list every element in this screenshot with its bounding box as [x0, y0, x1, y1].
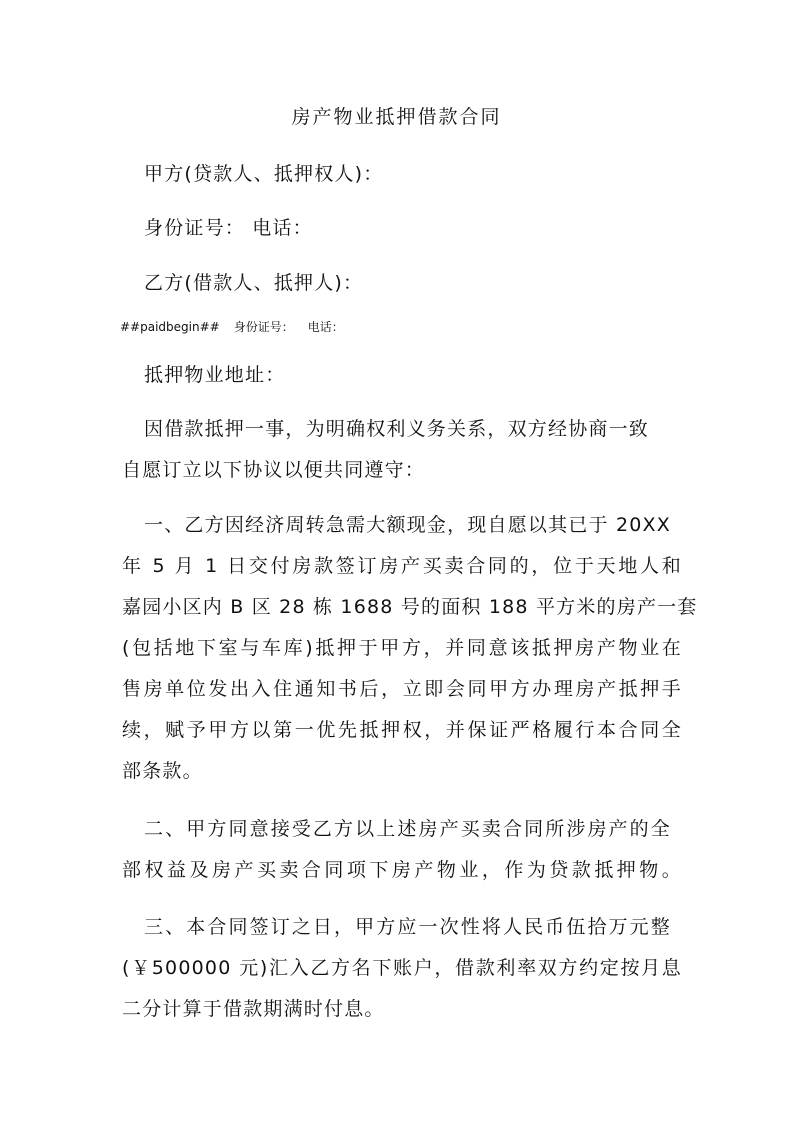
intro-line-2: 自愿订立以下协议以便共同遵守： — [122, 459, 426, 481]
clause-1-line-2: 年 5 月 1 日交付房款签订房产买卖合同的，位于天地人和 — [122, 555, 682, 577]
party-b-id-phone-line — [120, 318, 344, 336]
document-title: 房产物业抵押借款合同 — [291, 106, 502, 128]
party-b-id-label: 身份证号： — [233, 320, 294, 334]
clause-3-line-3: 二分计算于借款期满时付息。 — [122, 998, 385, 1020]
clause-3-line-2: (￥500000 元)汇入乙方名下账户，借款利率双方约定按月息 — [122, 957, 682, 979]
property-address-line: 抵押物业地址： — [144, 364, 286, 386]
clause-1-line-4: (包括地下室与车库)抵押于甲方，并同意该抵押房产物业在 — [122, 637, 682, 659]
party-a-line: 甲方(贷款人、抵押权人)： — [144, 163, 384, 185]
clause-1-line-6: 续，赋予甲方以第一优先抵押权，并保证严格履行本合同全 — [122, 719, 682, 741]
clause-2-line-2: 部权益及房产买卖合同项下房产物业，作为贷款抵押物。 — [122, 859, 682, 881]
party-b-phone-label: 电话： — [307, 320, 344, 334]
clause-1-line-1: 一、乙方因经济周转急需大额现金，现自愿以其已于 20XX — [144, 514, 671, 536]
clause-1-line-3: 嘉园小区内 B 区 28 栋 1688 号的面积 188 平方米的房产一套 — [122, 596, 698, 618]
party-b-line: 乙方(借款人、抵押人)： — [144, 272, 364, 294]
clause-3-line-1: 三、本合同签订之日，甲方应一次性将人民币伍拾万元整 — [144, 916, 671, 938]
clause-1-line-5: 售房单位发出入住通知书后，立即会同甲方办理房产抵押手 — [122, 678, 682, 700]
intro-line-1: 因借款抵押一事，为明确权利义务关系，双方经协商一致 — [144, 418, 650, 440]
paid-marker: ##paidbegin## — [120, 320, 220, 334]
clause-1-line-7: 部条款。 — [122, 760, 203, 782]
clause-2-line-1: 二、甲方同意接受乙方以上述房产买卖合同所涉房产的全 — [144, 818, 671, 840]
party-a-id-phone-line: 身份证号： 电话： — [144, 217, 313, 239]
